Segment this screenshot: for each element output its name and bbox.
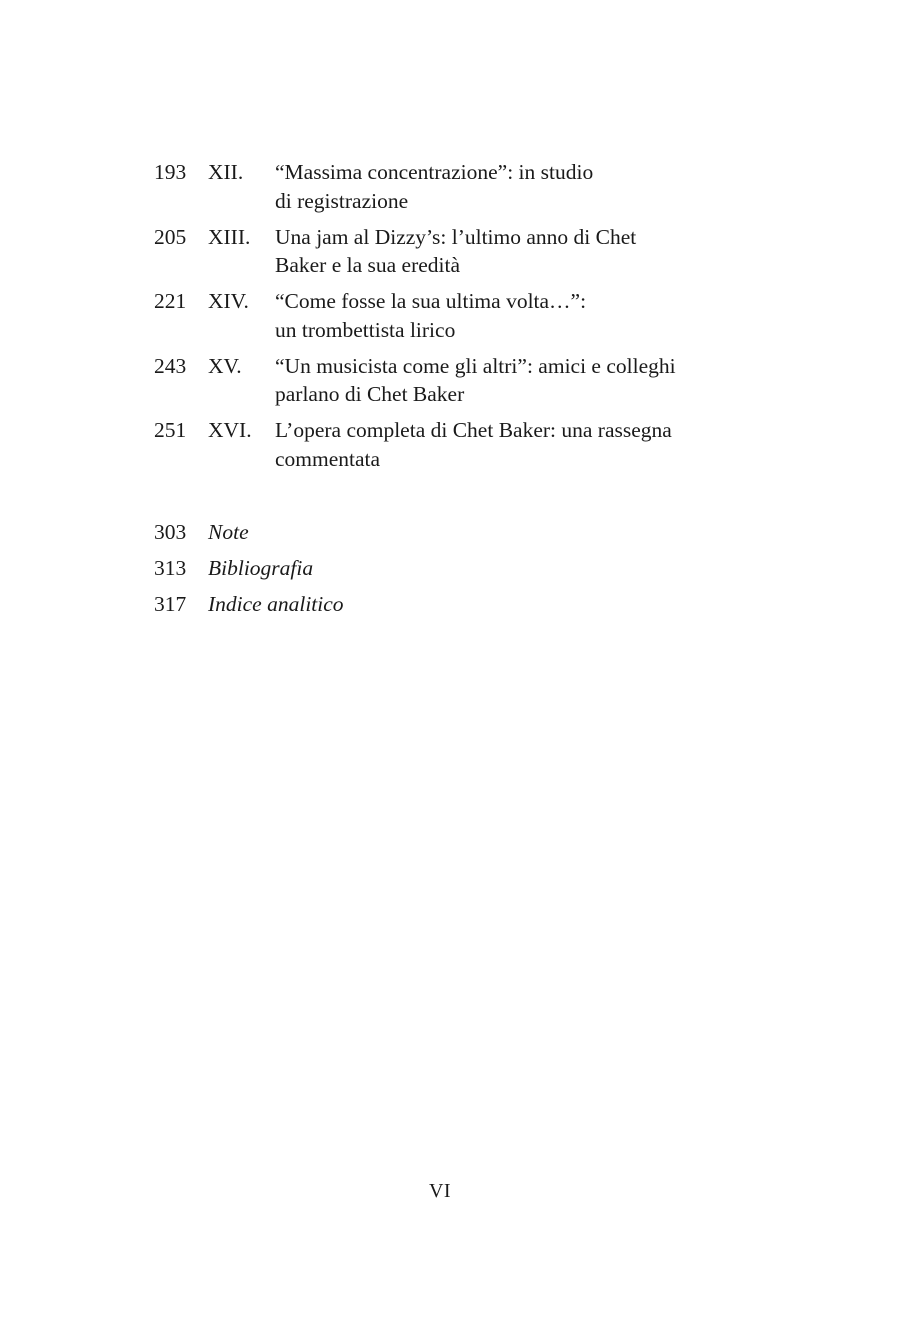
toc-page-number: 193 — [154, 160, 187, 184]
toc-entry — [154, 416, 754, 473]
toc-page-number: 317 — [154, 592, 187, 616]
chapter-numeral: XV. — [208, 353, 242, 378]
page-folio: VI — [428, 1180, 452, 1202]
appendix-title: Bibliografia — [208, 556, 314, 580]
table-of-contents — [154, 158, 754, 481]
toc-page-number: 205 — [154, 224, 187, 249]
toc-entry — [154, 287, 754, 344]
chapter-numeral: XVI. — [208, 418, 252, 442]
toc-appendices — [154, 518, 554, 626]
toc-page-number: 251 — [154, 418, 187, 442]
chapter-numeral: XIII. — [208, 224, 251, 249]
toc-page-number: 313 — [154, 556, 187, 580]
chapter-title: L’opera completa di Chet Baker: una rassegna commentata — [275, 418, 672, 471]
chapter-title: “Come fosse la sua ultima volta…”: un trombettista lirico — [275, 289, 587, 342]
toc-page-number: 221 — [154, 289, 187, 313]
appendix-entry — [154, 554, 554, 583]
appendix-entry — [154, 590, 554, 619]
chapter-numeral: XII. — [208, 160, 244, 184]
appendix-title: Indice analitico — [208, 592, 344, 616]
appendix-title: Note — [208, 520, 249, 544]
appendix-entry — [154, 518, 554, 547]
chapter-numeral: XIV. — [208, 289, 249, 313]
toc-entry — [154, 352, 754, 409]
toc-page-number: 303 — [154, 520, 187, 544]
chapter-title: “Un musicista come gli altri”: amici e colleghi parlano di Chet Baker — [275, 353, 676, 406]
toc-entry — [154, 158, 754, 215]
toc-page-number: 243 — [154, 353, 187, 378]
chapter-title: Una jam al Dizzy’s: l’ultimo anno di Chet Baker e la sua eredità — [275, 224, 637, 277]
chapter-title: “Massima concentrazione”: in studio di registrazione — [275, 160, 594, 213]
toc-entry — [154, 223, 754, 280]
